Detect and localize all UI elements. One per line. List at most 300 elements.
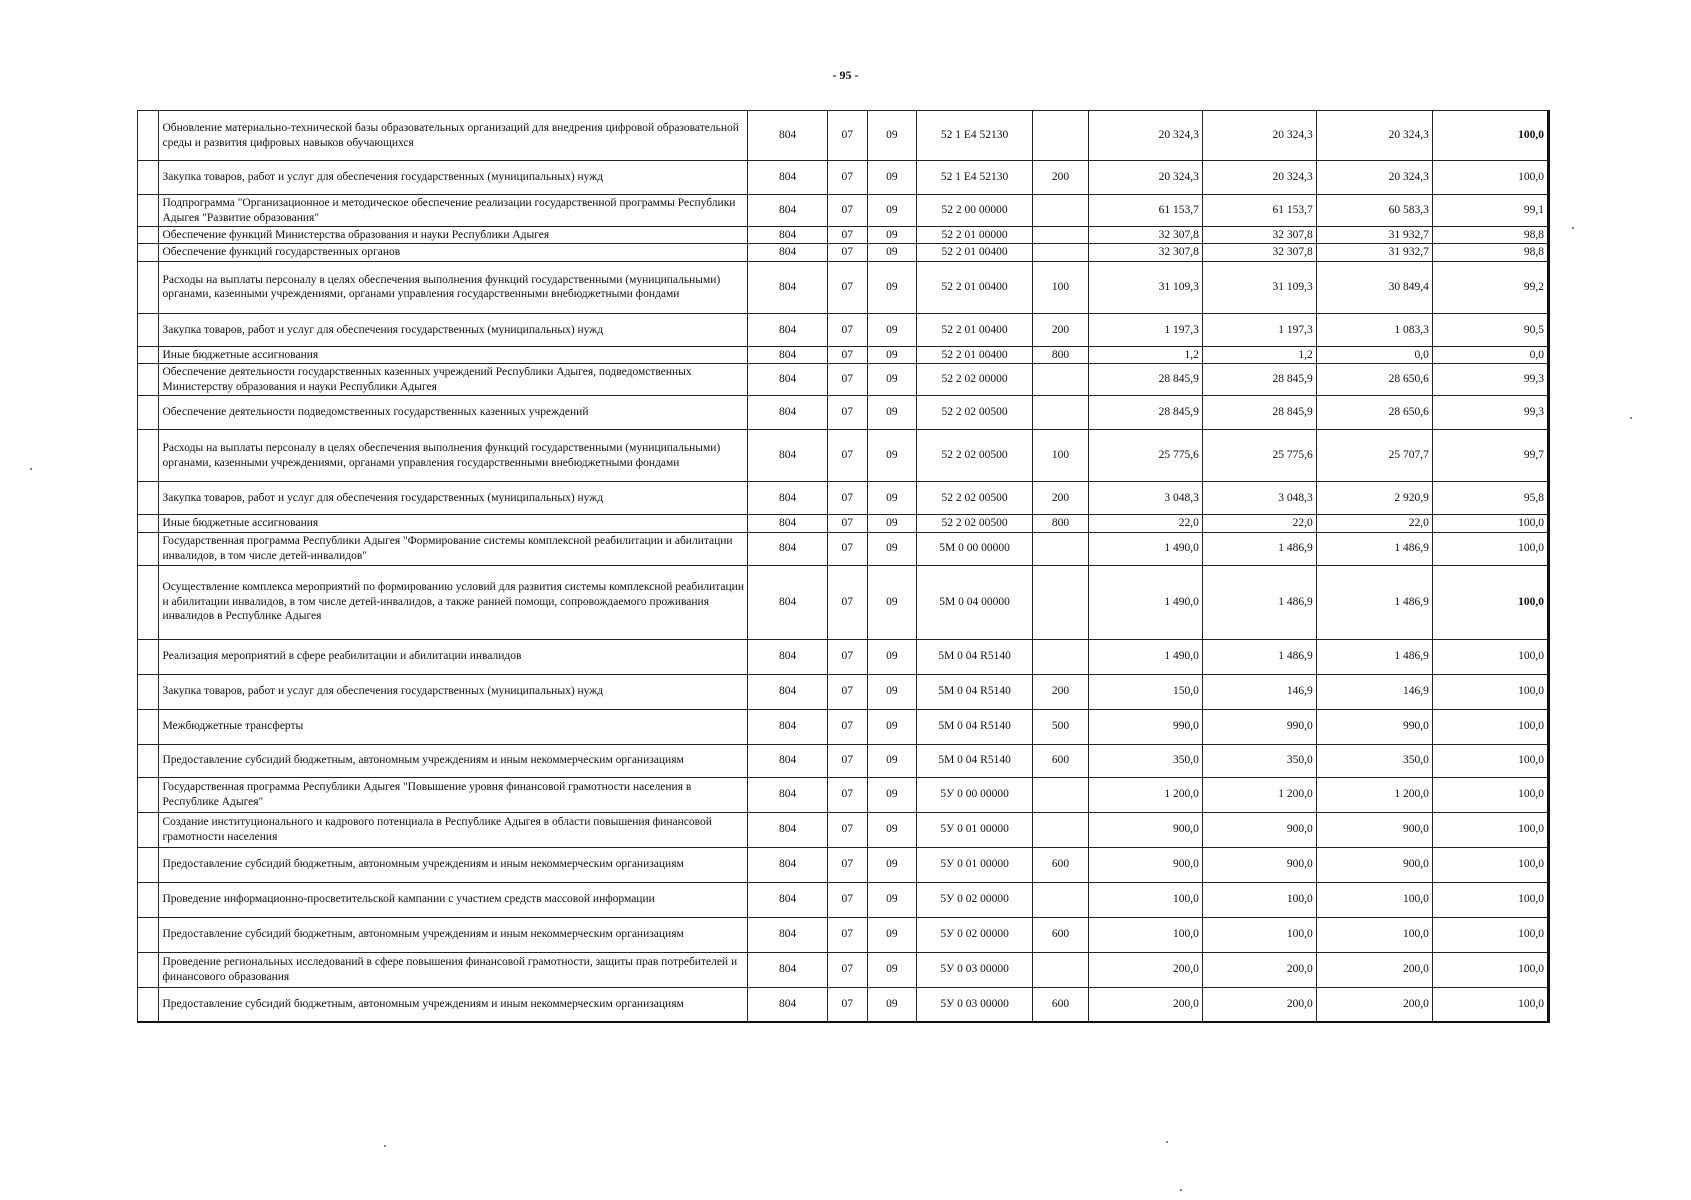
row-executed-amount: 2 920,9	[1316, 482, 1432, 515]
row-name: Подпрограмма "Организационное и методическое обеспечение реализации государственной программы Республики Адыгея "Развитие образования"	[159, 195, 748, 227]
row-target-article: 5М 0 04 R5140	[917, 674, 1033, 709]
row-section-code: 07	[827, 346, 867, 363]
row-executed-amount: 200,0	[1316, 987, 1432, 1022]
row-planned-amount: 20 324,3	[1088, 111, 1202, 161]
row-expense-type	[1033, 812, 1089, 847]
row-refined-amount: 32 307,8	[1202, 227, 1316, 244]
row-refined-amount: 31 109,3	[1202, 261, 1316, 313]
row-ved-code: 804	[748, 482, 828, 515]
row-refined-amount: 1 486,9	[1202, 639, 1316, 674]
row-execution-percent: 100,0	[1432, 744, 1548, 777]
row-ved-code: 804	[748, 639, 828, 674]
row-refined-amount: 100,0	[1202, 917, 1316, 952]
row-ved-code: 804	[748, 847, 828, 882]
row-section-code: 07	[827, 227, 867, 244]
table-row	[138, 227, 1549, 244]
row-planned-amount: 1 200,0	[1088, 777, 1202, 812]
row-ved-code: 804	[748, 882, 828, 917]
row-ved-code: 804	[748, 709, 828, 744]
row-planned-amount: 20 324,3	[1088, 161, 1202, 195]
row-target-article: 5У 0 03 00000	[917, 952, 1033, 987]
row-expense-type: 200	[1033, 482, 1089, 515]
row-ved-code: 804	[748, 313, 828, 346]
row-section-code: 07	[827, 364, 867, 396]
row-gutter	[138, 532, 159, 565]
row-section-code: 07	[827, 744, 867, 777]
row-planned-amount: 100,0	[1088, 882, 1202, 917]
row-executed-amount: 28 650,6	[1316, 396, 1432, 430]
row-execution-percent: 99,3	[1432, 396, 1548, 430]
row-gutter	[138, 709, 159, 744]
row-subsection-code: 09	[867, 532, 916, 565]
row-ved-code: 804	[748, 430, 828, 482]
row-expense-type	[1033, 195, 1089, 227]
row-expense-type	[1033, 639, 1089, 674]
row-ved-code: 804	[748, 565, 828, 639]
table-row	[138, 532, 1549, 565]
row-section-code: 07	[827, 532, 867, 565]
row-planned-amount: 1 490,0	[1088, 532, 1202, 565]
row-gutter	[138, 111, 159, 161]
row-gutter	[138, 161, 159, 195]
row-executed-amount: 1 486,9	[1316, 565, 1432, 639]
row-planned-amount: 900,0	[1088, 847, 1202, 882]
row-subsection-code: 09	[867, 161, 916, 195]
row-subsection-code: 09	[867, 565, 916, 639]
row-refined-amount: 900,0	[1202, 847, 1316, 882]
row-section-code: 07	[827, 161, 867, 195]
row-expense-type	[1033, 111, 1089, 161]
row-execution-percent: 100,0	[1432, 777, 1548, 812]
row-section-code: 07	[827, 674, 867, 709]
row-execution-percent: 0,0	[1432, 346, 1548, 363]
row-target-article: 52 2 02 00500	[917, 482, 1033, 515]
row-expense-type	[1033, 364, 1089, 396]
row-subsection-code: 09	[867, 482, 916, 515]
row-target-article: 5М 0 04 R5140	[917, 744, 1033, 777]
row-executed-amount: 200,0	[1316, 952, 1432, 987]
row-gutter	[138, 882, 159, 917]
scan-speck	[30, 468, 32, 470]
row-gutter	[138, 812, 159, 847]
row-subsection-code: 09	[867, 847, 916, 882]
table-row	[138, 882, 1549, 917]
row-subsection-code: 09	[867, 261, 916, 313]
row-section-code: 07	[827, 952, 867, 987]
row-ved-code: 804	[748, 364, 828, 396]
row-execution-percent: 98,8	[1432, 244, 1548, 261]
row-ved-code: 804	[748, 917, 828, 952]
row-name: Обеспечение функций Министерства образования и науки Республики Адыгея	[159, 227, 748, 244]
row-name: Обновление материально-технической базы образовательных организаций для внедрения цифровой образовательной среды и развития цифровых навыков обучающихся	[159, 111, 748, 161]
row-gutter	[138, 847, 159, 882]
scan-speck	[1180, 1189, 1182, 1191]
row-section-code: 07	[827, 515, 867, 532]
row-refined-amount: 200,0	[1202, 952, 1316, 987]
row-name: Закупка товаров, работ и услуг для обеспечения государственных (муниципальных) нужд	[159, 674, 748, 709]
row-gutter	[138, 261, 159, 313]
row-gutter	[138, 987, 159, 1022]
row-expense-type	[1033, 244, 1089, 261]
row-gutter	[138, 195, 159, 227]
row-expense-type: 500	[1033, 709, 1089, 744]
row-target-article: 5М 0 04 R5140	[917, 639, 1033, 674]
row-subsection-code: 09	[867, 313, 916, 346]
row-section-code: 07	[827, 111, 867, 161]
row-executed-amount: 1 083,3	[1316, 313, 1432, 346]
row-execution-percent: 100,0	[1432, 515, 1548, 532]
scan-speck	[1630, 417, 1632, 419]
row-executed-amount: 20 324,3	[1316, 111, 1432, 161]
row-ved-code: 804	[748, 674, 828, 709]
row-planned-amount: 200,0	[1088, 987, 1202, 1022]
row-planned-amount: 31 109,3	[1088, 261, 1202, 313]
row-target-article: 52 2 01 00400	[917, 346, 1033, 363]
row-subsection-code: 09	[867, 195, 916, 227]
row-expense-type: 600	[1033, 987, 1089, 1022]
table-row	[138, 346, 1549, 363]
row-refined-amount: 1 197,3	[1202, 313, 1316, 346]
row-execution-percent: 100,0	[1432, 812, 1548, 847]
row-name: Закупка товаров, работ и услуг для обеспечения государственных (муниципальных) нужд	[159, 161, 748, 195]
row-subsection-code: 09	[867, 639, 916, 674]
row-planned-amount: 1 490,0	[1088, 639, 1202, 674]
row-subsection-code: 09	[867, 882, 916, 917]
row-refined-amount: 1 486,9	[1202, 565, 1316, 639]
row-execution-percent: 90,5	[1432, 313, 1548, 346]
row-gutter	[138, 482, 159, 515]
row-ved-code: 804	[748, 346, 828, 363]
row-planned-amount: 100,0	[1088, 917, 1202, 952]
row-refined-amount: 1 200,0	[1202, 777, 1316, 812]
row-executed-amount: 1 200,0	[1316, 777, 1432, 812]
row-name: Реализация мероприятий в сфере реабилитации и абилитации инвалидов	[159, 639, 748, 674]
row-gutter	[138, 639, 159, 674]
row-executed-amount: 0,0	[1316, 346, 1432, 363]
row-refined-amount: 100,0	[1202, 882, 1316, 917]
row-expense-type	[1033, 882, 1089, 917]
row-execution-percent: 98,8	[1432, 227, 1548, 244]
row-subsection-code: 09	[867, 917, 916, 952]
row-executed-amount: 20 324,3	[1316, 161, 1432, 195]
row-execution-percent: 100,0	[1432, 674, 1548, 709]
row-name: Расходы на выплаты персоналу в целях обеспечения выполнения функций государственными (муниципальными) органами, казенными учреждениями, органами управления государственными внебюджетными фондами	[159, 430, 748, 482]
row-gutter	[138, 744, 159, 777]
row-refined-amount: 25 775,6	[1202, 430, 1316, 482]
row-section-code: 07	[827, 777, 867, 812]
row-target-article: 5У 0 01 00000	[917, 812, 1033, 847]
row-refined-amount: 28 845,9	[1202, 364, 1316, 396]
row-subsection-code: 09	[867, 227, 916, 244]
row-executed-amount: 900,0	[1316, 812, 1432, 847]
row-subsection-code: 09	[867, 346, 916, 363]
page-number: - 95 -	[832, 68, 859, 82]
table-row	[138, 313, 1549, 346]
row-gutter	[138, 515, 159, 532]
row-planned-amount: 1 197,3	[1088, 313, 1202, 346]
table-row	[138, 396, 1549, 430]
row-planned-amount: 200,0	[1088, 952, 1202, 987]
row-execution-percent: 100,0	[1432, 847, 1548, 882]
row-section-code: 07	[827, 430, 867, 482]
row-section-code: 07	[827, 195, 867, 227]
row-name: Межбюджетные трансферты	[159, 709, 748, 744]
row-executed-amount: 31 932,7	[1316, 244, 1432, 261]
row-executed-amount: 100,0	[1316, 917, 1432, 952]
row-subsection-code: 09	[867, 396, 916, 430]
row-refined-amount: 61 153,7	[1202, 195, 1316, 227]
row-target-article: 52 2 02 00000	[917, 364, 1033, 396]
row-execution-percent: 100,0	[1432, 917, 1548, 952]
row-name: Иные бюджетные ассигнования	[159, 346, 748, 363]
row-subsection-code: 09	[867, 244, 916, 261]
row-ved-code: 804	[748, 195, 828, 227]
row-target-article: 5У 0 02 00000	[917, 882, 1033, 917]
row-planned-amount: 28 845,9	[1088, 396, 1202, 430]
table-row	[138, 987, 1549, 1022]
row-name: Предоставление субсидий бюджетным, автономным учреждениям и иным некоммерческим организациям	[159, 987, 748, 1022]
row-executed-amount: 1 486,9	[1316, 639, 1432, 674]
row-name: Обеспечение функций государственных органов	[159, 244, 748, 261]
row-target-article: 52 2 00 00000	[917, 195, 1033, 227]
row-name: Осуществление комплекса мероприятий по формированию условий для развития системы комплексной реабилитации и абилитации инвалидов, в том числе детей-инвалидов, а также ранней помощи, сопровождаемого проживания инвалидов в Республике Адыгея	[159, 565, 748, 639]
row-name: Государственная программа Республики Адыгея "Повышение уровня финансовой грамотности населения в Республике Адыгея"	[159, 777, 748, 812]
row-section-code: 07	[827, 917, 867, 952]
row-section-code: 07	[827, 987, 867, 1022]
row-execution-percent: 99,7	[1432, 430, 1548, 482]
row-target-article: 52 2 01 00400	[917, 244, 1033, 261]
row-gutter	[138, 917, 159, 952]
row-section-code: 07	[827, 244, 867, 261]
scan-speck	[384, 1145, 386, 1147]
row-planned-amount: 32 307,8	[1088, 227, 1202, 244]
row-expense-type: 200	[1033, 161, 1089, 195]
row-ved-code: 804	[748, 111, 828, 161]
row-refined-amount: 3 048,3	[1202, 482, 1316, 515]
row-section-code: 07	[827, 565, 867, 639]
row-name: Предоставление субсидий бюджетным, автономным учреждениям и иным некоммерческим организациям	[159, 917, 748, 952]
row-subsection-code: 09	[867, 674, 916, 709]
row-executed-amount: 60 583,3	[1316, 195, 1432, 227]
row-gutter	[138, 430, 159, 482]
row-gutter	[138, 396, 159, 430]
row-section-code: 07	[827, 313, 867, 346]
row-target-article: 5У 0 03 00000	[917, 987, 1033, 1022]
row-planned-amount: 32 307,8	[1088, 244, 1202, 261]
row-execution-percent: 99,3	[1432, 364, 1548, 396]
row-name: Предоставление субсидий бюджетным, автономным учреждениям и иным некоммерческим организациям	[159, 744, 748, 777]
row-expense-type	[1033, 777, 1089, 812]
row-expense-type: 600	[1033, 917, 1089, 952]
row-execution-percent: 100,0	[1432, 565, 1548, 639]
row-target-article: 5У 0 02 00000	[917, 917, 1033, 952]
row-planned-amount: 28 845,9	[1088, 364, 1202, 396]
row-gutter	[138, 227, 159, 244]
row-executed-amount: 146,9	[1316, 674, 1432, 709]
row-ved-code: 804	[748, 777, 828, 812]
row-subsection-code: 09	[867, 364, 916, 396]
table-row	[138, 430, 1549, 482]
row-target-article: 52 2 01 00400	[917, 313, 1033, 346]
row-ved-code: 804	[748, 227, 828, 244]
row-target-article: 52 1 E4 52130	[917, 161, 1033, 195]
row-target-article: 5У 0 01 00000	[917, 847, 1033, 882]
row-gutter	[138, 674, 159, 709]
row-executed-amount: 1 486,9	[1316, 532, 1432, 565]
scan-speck	[1572, 227, 1574, 229]
row-name: Обеспечение деятельности подведомственных государственных казенных учреждений	[159, 396, 748, 430]
row-subsection-code: 09	[867, 812, 916, 847]
row-refined-amount: 20 324,3	[1202, 111, 1316, 161]
row-section-code: 07	[827, 812, 867, 847]
row-subsection-code: 09	[867, 987, 916, 1022]
table-row	[138, 709, 1549, 744]
row-expense-type: 200	[1033, 313, 1089, 346]
row-target-article: 52 1 E4 52130	[917, 111, 1033, 161]
row-section-code: 07	[827, 396, 867, 430]
table-row	[138, 744, 1549, 777]
table-row	[138, 482, 1549, 515]
row-ved-code: 804	[748, 396, 828, 430]
table-row	[138, 111, 1549, 161]
row-ved-code: 804	[748, 812, 828, 847]
table-row	[138, 565, 1549, 639]
row-ved-code: 804	[748, 261, 828, 313]
table-row	[138, 364, 1549, 396]
row-expense-type: 600	[1033, 744, 1089, 777]
row-execution-percent: 100,0	[1432, 709, 1548, 744]
row-execution-percent: 100,0	[1432, 952, 1548, 987]
row-ved-code: 804	[748, 161, 828, 195]
row-execution-percent: 100,0	[1432, 639, 1548, 674]
table-row	[138, 674, 1549, 709]
row-executed-amount: 30 849,4	[1316, 261, 1432, 313]
row-refined-amount: 20 324,3	[1202, 161, 1316, 195]
row-target-article: 52 2 02 00500	[917, 515, 1033, 532]
row-name: Государственная программа Республики Адыгея "Формирование системы комплексной реабилитации и абилитации инвалидов, в том числе детей-инвалидов"	[159, 532, 748, 565]
row-execution-percent: 100,0	[1432, 987, 1548, 1022]
row-section-code: 07	[827, 639, 867, 674]
table-row	[138, 195, 1549, 227]
row-refined-amount: 900,0	[1202, 812, 1316, 847]
row-target-article: 5М 0 04 00000	[917, 565, 1033, 639]
row-ved-code: 804	[748, 987, 828, 1022]
row-name: Закупка товаров, работ и услуг для обеспечения государственных (муниципальных) нужд	[159, 482, 748, 515]
row-executed-amount: 22,0	[1316, 515, 1432, 532]
table-row	[138, 244, 1549, 261]
table-row	[138, 917, 1549, 952]
row-subsection-code: 09	[867, 111, 916, 161]
row-planned-amount: 350,0	[1088, 744, 1202, 777]
row-target-article: 52 2 02 00500	[917, 396, 1033, 430]
row-target-article: 52 2 02 00500	[917, 430, 1033, 482]
row-ved-code: 804	[748, 532, 828, 565]
row-expense-type: 100	[1033, 261, 1089, 313]
row-executed-amount: 990,0	[1316, 709, 1432, 744]
row-executed-amount: 25 707,7	[1316, 430, 1432, 482]
scan-speck	[1166, 1141, 1168, 1143]
row-executed-amount: 100,0	[1316, 882, 1432, 917]
row-name: Проведение информационно-просветительской кампании с участием средств массовой информации	[159, 882, 748, 917]
row-planned-amount: 25 775,6	[1088, 430, 1202, 482]
row-planned-amount: 1 490,0	[1088, 565, 1202, 639]
row-name: Обеспечение деятельности государственных казенных учреждений Республики Адыгея, подведомственных Министерству образования и науки Республики Адыгея	[159, 364, 748, 396]
row-subsection-code: 09	[867, 430, 916, 482]
row-gutter	[138, 364, 159, 396]
row-expense-type: 100	[1033, 430, 1089, 482]
row-planned-amount: 1,2	[1088, 346, 1202, 363]
row-refined-amount: 1,2	[1202, 346, 1316, 363]
row-planned-amount: 150,0	[1088, 674, 1202, 709]
table-row	[138, 161, 1549, 195]
row-expense-type: 600	[1033, 847, 1089, 882]
row-planned-amount: 900,0	[1088, 812, 1202, 847]
table-row	[138, 952, 1549, 987]
row-expense-type: 800	[1033, 346, 1089, 363]
row-section-code: 07	[827, 882, 867, 917]
table-body	[138, 111, 1549, 1023]
row-execution-percent: 100,0	[1432, 161, 1548, 195]
table-row	[138, 639, 1549, 674]
row-expense-type: 200	[1033, 674, 1089, 709]
row-name: Иные бюджетные ассигнования	[159, 515, 748, 532]
budget-table	[137, 110, 1550, 1023]
row-target-article: 52 2 01 00000	[917, 227, 1033, 244]
row-subsection-code: 09	[867, 777, 916, 812]
row-section-code: 07	[827, 847, 867, 882]
row-expense-type	[1033, 952, 1089, 987]
row-subsection-code: 09	[867, 952, 916, 987]
row-executed-amount: 900,0	[1316, 847, 1432, 882]
row-expense-type	[1033, 227, 1089, 244]
row-name: Предоставление субсидий бюджетным, автономным учреждениям и иным некоммерческим организациям	[159, 847, 748, 882]
row-expense-type	[1033, 396, 1089, 430]
row-subsection-code: 09	[867, 744, 916, 777]
row-name: Проведение региональных исследований в сфере повышения финансовой грамотности, защиты прав потребителей и финансового образования	[159, 952, 748, 987]
row-gutter	[138, 565, 159, 639]
row-ved-code: 804	[748, 952, 828, 987]
row-name: Создание институционального и кадрового потенциала в Республике Адыгея в области повышения финансовой грамотности населения	[159, 812, 748, 847]
row-executed-amount: 31 932,7	[1316, 227, 1432, 244]
row-refined-amount: 200,0	[1202, 987, 1316, 1022]
row-expense-type	[1033, 532, 1089, 565]
row-refined-amount: 28 845,9	[1202, 396, 1316, 430]
row-refined-amount: 146,9	[1202, 674, 1316, 709]
row-planned-amount: 3 048,3	[1088, 482, 1202, 515]
table-row	[138, 847, 1549, 882]
row-refined-amount: 990,0	[1202, 709, 1316, 744]
row-expense-type	[1033, 565, 1089, 639]
row-execution-percent: 99,2	[1432, 261, 1548, 313]
row-execution-percent: 100,0	[1432, 532, 1548, 565]
row-target-article: 5М 0 00 00000	[917, 532, 1033, 565]
table-row	[138, 812, 1549, 847]
row-target-article: 52 2 01 00400	[917, 261, 1033, 313]
row-ved-code: 804	[748, 244, 828, 261]
row-refined-amount: 350,0	[1202, 744, 1316, 777]
row-execution-percent: 100,0	[1432, 111, 1548, 161]
row-target-article: 5У 0 00 00000	[917, 777, 1033, 812]
row-expense-type: 800	[1033, 515, 1089, 532]
row-section-code: 07	[827, 482, 867, 515]
row-name: Расходы на выплаты персоналу в целях обеспечения выполнения функций государственными (муниципальными) органами, казенными учреждениями, органами управления государственными внебюджетными фондами	[159, 261, 748, 313]
row-planned-amount: 990,0	[1088, 709, 1202, 744]
row-gutter	[138, 777, 159, 812]
row-gutter	[138, 313, 159, 346]
row-execution-percent: 95,8	[1432, 482, 1548, 515]
row-execution-percent: 100,0	[1432, 882, 1548, 917]
row-planned-amount: 22,0	[1088, 515, 1202, 532]
